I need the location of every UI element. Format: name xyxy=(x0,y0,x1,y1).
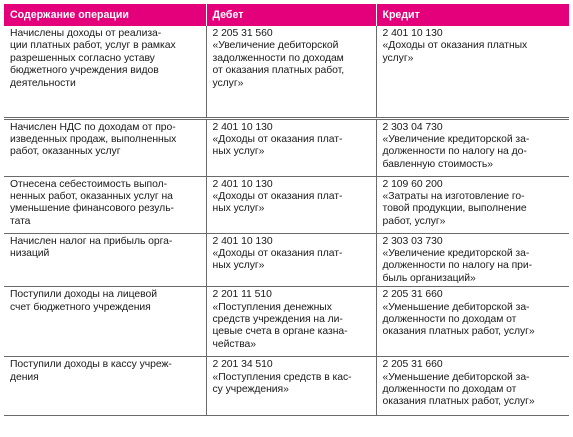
credit-cell xyxy=(376,26,569,118)
operation-cell xyxy=(4,287,206,357)
debit-cell xyxy=(206,26,376,118)
cell-text-line: изведенных продаж, выполненных xyxy=(10,133,177,145)
debit-account-code: 2 401 10 130 xyxy=(212,121,273,133)
cell-text-line: бавленную стоимость» xyxy=(382,158,493,170)
table-row xyxy=(4,176,569,233)
cell-text-line: «Увеличение дебиторской xyxy=(212,40,339,52)
operation-cell xyxy=(4,357,206,416)
cell-text-line: Начислен налог на прибыль орга- xyxy=(10,235,173,247)
cell-text-line: «Доходы от оказания плат- xyxy=(212,190,343,202)
cell-text-line: работ, оказанных услуг xyxy=(10,146,121,158)
credit-cell xyxy=(376,176,569,233)
debit-cell xyxy=(206,118,376,176)
cell-text-line: «Затраты на изготовление го- xyxy=(382,190,525,202)
cell-text-line: оказания платных работ, услуг» xyxy=(382,396,535,408)
cell-text-line: «Доходы от оказания плат- xyxy=(212,133,343,145)
cell-text-line: ных услуг» xyxy=(212,146,265,158)
debit-cell xyxy=(206,233,376,287)
cell-text-line: ненных работ, оказанных услуг на xyxy=(10,190,173,202)
cell-text-line: уменьшение финансового резуль- xyxy=(10,203,174,215)
debit-account-code: 2 205 31 560 xyxy=(212,28,273,39)
table-header-row xyxy=(4,4,569,26)
debit-cell xyxy=(206,357,376,416)
header-debit: Дебет xyxy=(206,4,376,26)
credit-account-code: 2 109 60 200 xyxy=(382,178,443,190)
cell-text-line: Поступили доходы на лицевой xyxy=(10,289,157,301)
header-operation: Содержание операции xyxy=(4,4,206,26)
credit-cell xyxy=(376,118,569,176)
operations-table xyxy=(4,4,569,416)
cell-text-line: дения xyxy=(10,371,39,383)
table-row xyxy=(4,357,569,416)
cell-text-line: ных услуг» xyxy=(212,203,265,215)
cell-text-line: от оказания платных работ, xyxy=(212,65,345,77)
cell-text-line: «Увеличение кредиторской за- xyxy=(382,133,530,145)
cell-text-line: Поступили доходы в кассу учреж- xyxy=(10,359,172,371)
debit-account-code: 2 201 34 510 xyxy=(212,359,273,371)
operation-cell xyxy=(4,233,206,287)
credit-account-code: 2 205 31 660 xyxy=(382,289,443,301)
cell-text-line: «Уменьшение дебиторской за- xyxy=(382,301,530,313)
table-row xyxy=(4,118,569,176)
cell-text-line: долженности по налогу на до- xyxy=(382,146,527,158)
cell-text-line: «Увеличение кредиторской за- xyxy=(382,247,530,259)
cell-text-line: работ, услуг» xyxy=(382,215,446,227)
credit-account-code: 2 401 10 130 xyxy=(382,28,443,39)
cell-text-line: «Доходы от оказания платных xyxy=(382,40,528,52)
debit-account-code: 2 201 11 510 xyxy=(212,289,272,301)
cell-text-line: Начислен НДС по доходам от про- xyxy=(10,121,176,133)
cell-text-line: оказания платных работ, услуг» xyxy=(382,326,535,338)
table-row xyxy=(4,287,569,357)
cell-text-line: деятельности xyxy=(10,77,76,89)
cell-text-line: чейства» xyxy=(212,338,257,350)
debit-cell xyxy=(206,176,376,233)
cell-text-line: задолженности по доходам xyxy=(212,52,344,64)
cell-text-line: «Доходы от оказания плат- xyxy=(212,247,343,259)
cell-text-line: услуг» xyxy=(212,77,244,89)
credit-cell xyxy=(376,287,569,357)
cell-text-line: «Уменьшение дебиторской за- xyxy=(382,371,530,383)
cell-text-line: Отнесена себестоимость выпол- xyxy=(10,178,168,190)
credit-account-code: 2 303 03 730 xyxy=(382,235,443,247)
cell-text-line: быль организаций» xyxy=(382,272,476,284)
cell-text-line: низаций xyxy=(10,247,50,259)
header-credit: Кредит xyxy=(376,4,569,26)
credit-account-code: 2 303 04 730 xyxy=(382,121,443,133)
debit-account-code: 2 401 10 130 xyxy=(212,235,273,247)
cell-text-line: счет бюджетного учреждения xyxy=(10,301,151,313)
cell-text-line: бюджетного учреждения видов xyxy=(10,65,159,77)
operation-cell xyxy=(4,176,206,233)
debit-cell xyxy=(206,287,376,357)
cell-text-line: ных услуг» xyxy=(212,260,265,272)
cell-text-line: су учреждения» xyxy=(212,383,289,395)
cell-text-line: цевые счета в органе казна- xyxy=(212,326,348,338)
cell-text-line: долженности по доходам от xyxy=(382,383,517,395)
cell-text-line: разрешенных согласно уставу xyxy=(10,52,155,64)
debit-account-code: 2 401 10 130 xyxy=(212,178,273,190)
operation-cell xyxy=(4,26,206,118)
table-row xyxy=(4,233,569,287)
cell-text-line: Начислены доходы от реализа- xyxy=(10,28,162,39)
credit-account-code: 2 205 31 660 xyxy=(382,359,443,371)
cell-text-line: товой продукции, выполнение xyxy=(382,203,527,215)
cell-text-line: ции платных работ, услуг в рамках xyxy=(10,40,176,52)
cell-text-line: «Поступления средств в кас- xyxy=(212,371,352,383)
cell-text-line: долженности по доходам от xyxy=(382,313,517,325)
credit-cell xyxy=(376,233,569,287)
operation-cell xyxy=(4,118,206,176)
cell-text-line: услуг» xyxy=(382,52,414,64)
cell-text-line: средств учреждения на ли- xyxy=(212,313,343,325)
table-row xyxy=(4,26,569,118)
cell-text-line: тата xyxy=(10,215,31,227)
cell-text-line: «Поступления денежных xyxy=(212,301,332,313)
table-body xyxy=(4,26,569,416)
cell-text-line: долженности по налогу на при- xyxy=(382,260,533,272)
credit-cell xyxy=(376,357,569,416)
